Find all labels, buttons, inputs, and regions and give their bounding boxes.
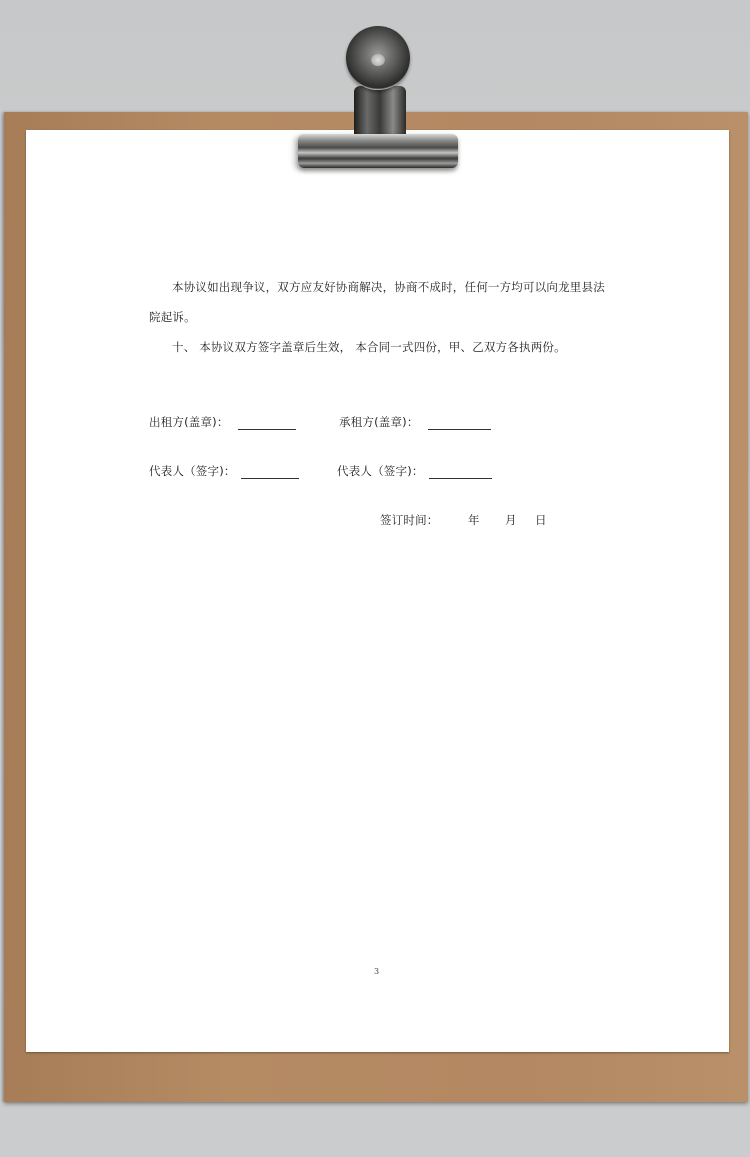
- lessor-rep-blank[interactable]: [241, 466, 299, 479]
- lessee-rep-label: 代表人（签字)：: [337, 464, 424, 478]
- page-number: 3: [374, 967, 380, 976]
- paragraph-dispute-line-2: 院起诉。: [149, 310, 196, 324]
- lessee-seal-field: [339, 414, 491, 430]
- binder-clip-hole: [371, 54, 385, 66]
- sign-date-year: 年: [468, 513, 480, 527]
- binder-clip-icon: [298, 134, 458, 168]
- sign-date-label: 签订时间：: [380, 513, 439, 527]
- sign-date-day: 日: [535, 513, 547, 527]
- lessor-rep-field: [149, 463, 299, 479]
- lessor-seal-blank[interactable]: [238, 417, 296, 430]
- lessor-seal-label: 出租方(盖章)：: [149, 415, 229, 429]
- sign-date-month: 月: [505, 513, 517, 527]
- lessee-rep-field: [337, 463, 492, 479]
- document-page: [26, 130, 729, 1052]
- binder-clip-neck: [354, 86, 406, 138]
- lessor-rep-label: 代表人（签字)：: [149, 464, 236, 478]
- lessee-seal-label: 承租方(盖章)：: [339, 415, 419, 429]
- lessee-seal-blank[interactable]: [428, 417, 491, 430]
- paragraph-dispute-line-1: 本协议如出现争议，双方应友好协商解决，协商不成时，任何一方均可以向龙里县法: [172, 280, 605, 294]
- lessee-rep-blank[interactable]: [429, 466, 492, 479]
- clause-ten: 十、 本协议双方签字盖章后生效， 本合同一式四份，甲、乙双方各执两份。: [172, 340, 566, 354]
- lessor-seal-field: [149, 414, 296, 430]
